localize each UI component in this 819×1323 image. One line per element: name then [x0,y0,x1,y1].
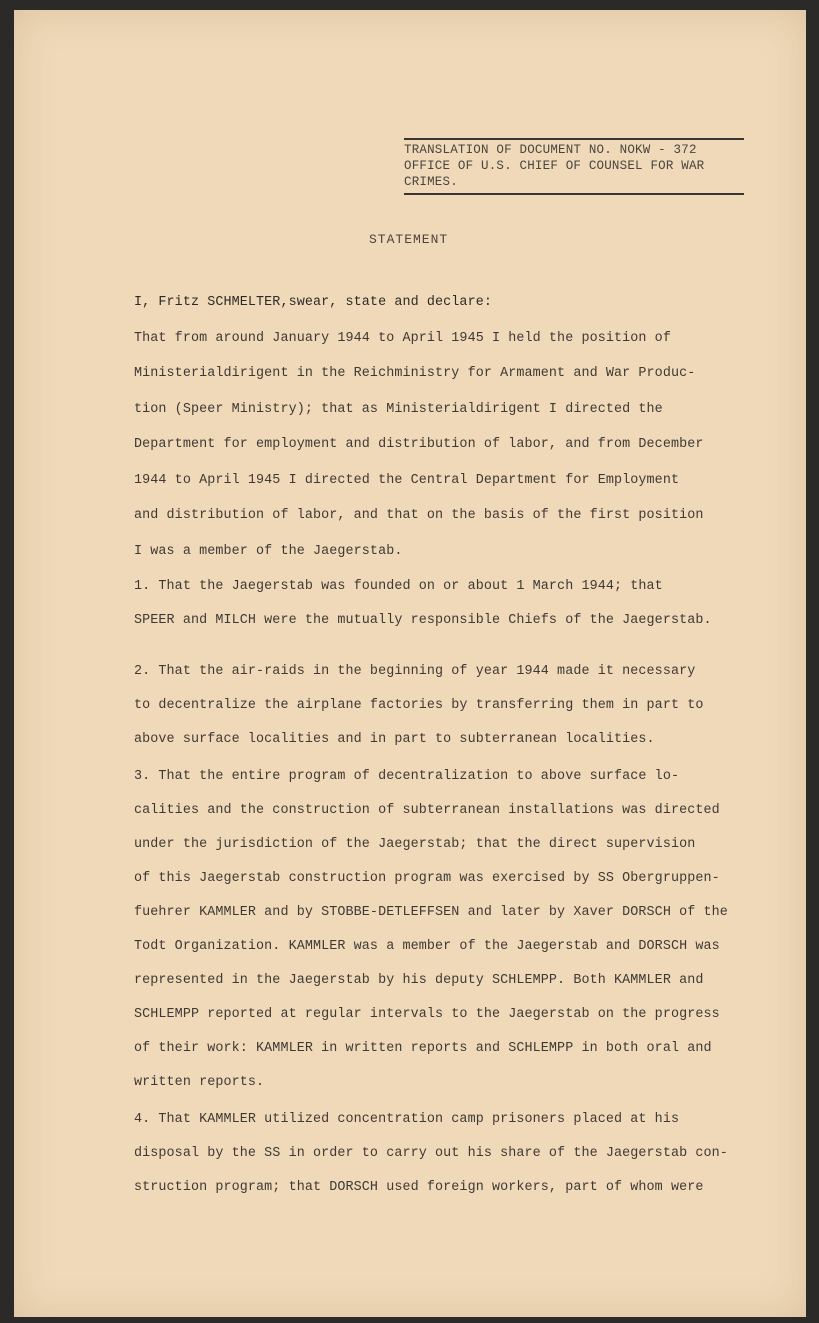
text-line: of this Jaegerstab construction program was exercised by SS Obergruppen- [134,871,720,886]
text-line: Todt Organization. KAMMLER was a member of the Jaegerstab and DORSCH was [134,939,720,954]
header-line: CRIMES. [404,175,458,189]
paragraph-2 [134,655,764,757]
text-line: to decentralize the airplane factories by transferring them in part to [134,698,704,713]
text-line: disposal by the SS in order to carry out his share of the Jaegerstab con- [134,1146,728,1161]
text-line: 4. That KAMMLER utilized concentration camp prisoners placed at his [134,1112,680,1127]
text-line: above surface localities and in part to subterranean localities. [134,732,655,747]
text-line: 1. That the Jaegerstab was founded on or about 1 March 1944; that [134,579,663,594]
text-line: of their work: KAMMLER in written reports and SCHLEMPP in both oral and [134,1041,712,1056]
intro-section [134,285,754,569]
document-page [14,10,806,1317]
header-line: TRANSLATION OF DOCUMENT NO. NOKW - 372 [404,143,697,157]
text-line: 1944 to April 1945 I directed the Central Department for Employment [134,472,680,488]
text-line: 2. That the air-raids in the beginning of year 1944 made it necessary [134,664,696,679]
text-line: calities and the construction of subterranean installations was directed [134,803,720,818]
text-line: Department for employment and distribution of labor, and from December [134,437,704,452]
text-line: represented in the Jaegerstab by his deputy SCHLEMPP. Both KAMMLER and [134,973,704,988]
text-line: written reports. [134,1075,265,1090]
text-line: I, Fritz SCHMELTER,swear, state and declare: [134,295,492,310]
text-line: SPEER and MILCH were the mutually responsible Chiefs of the Jaegerstab. [134,613,712,628]
text-line: That from around January 1944 to April 1945 I held the position of [134,330,671,346]
text-line: and distribution of labor, and that on the basis of the first position [134,508,704,523]
text-line: I was a member of the Jaegerstab. [134,543,403,559]
document-title: STATEMENT [369,232,449,247]
header-line: OFFICE OF U.S. CHIEF OF COUNSEL FOR WAR [404,159,705,173]
paragraph-4 [134,1103,764,1205]
text-line: fuehrer KAMMLER and by STOBBE-DETLEFFSEN and later by Xaver DORSCH of the [134,905,728,920]
text-line: Ministerialdirigent in the Reichministry for Armament and War Produc- [134,366,696,381]
text-line: SCHLEMPP reported at regular intervals to the Jaegerstab on the progress [134,1007,720,1022]
text-line: tion (Speer Ministry); that as Ministerialdirigent I directed the [134,401,663,417]
text-line: 3. That the entire program of decentralization to above surface lo- [134,769,680,784]
paragraph-1 [134,570,764,638]
text-line: under the jurisdiction of the Jaegerstab; that the direct supervision [134,837,696,852]
text-line: struction program; that DORSCH used foreign workers, part of whom were [134,1180,704,1195]
paragraph-3 [134,760,764,1100]
translation-header [404,138,744,195]
